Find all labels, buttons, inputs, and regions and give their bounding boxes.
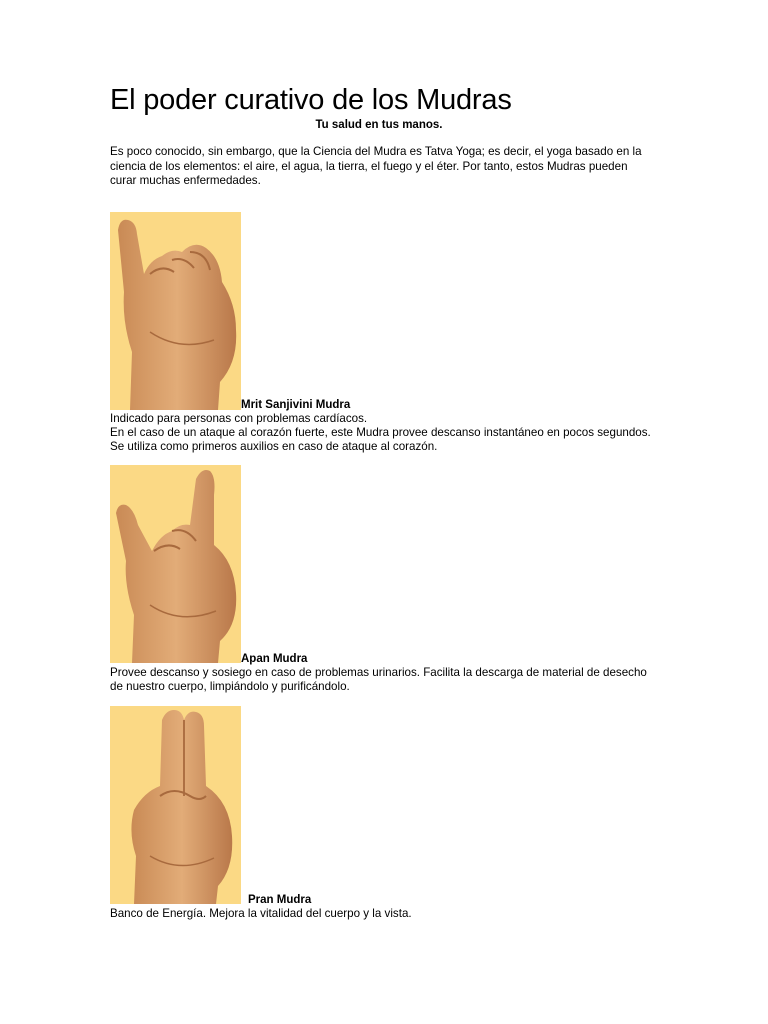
mudra-description-3	[110, 907, 655, 921]
mudra-image-1	[110, 212, 241, 410]
mudra-name-2: Apan Mudra	[241, 653, 308, 665]
mudra-1-description-line: En el caso de un ataque al corazón fuerte, este Mudra provee descanso instantáneo en pocos segundos. Se utiliza como primeros auxilios en caso de ataque al corazón.	[110, 426, 651, 453]
mudra-name-1: Mrit Sanjivini Mudra	[241, 399, 351, 411]
mudra-3-description-line: Banco de Energía. Mejora la vitalidad del cuerpo y la vista.	[110, 907, 412, 920]
hand-pran-icon	[110, 706, 241, 904]
mudra-name-3: Pran Mudra	[248, 894, 312, 906]
mudra-description-1	[110, 412, 655, 454]
hand-apan-icon	[110, 465, 241, 663]
page-title: El poder curativo de los Mudras	[110, 84, 512, 116]
mudra-description-2	[110, 666, 655, 694]
intro-paragraph: Es poco conocido, sin embargo, que la Ciencia del Mudra es Tatva Yoga; es decir, el yoga basado en la ciencia de los elementos: el aire, el agua, la tierra, el fuego y el éter. Por tanto, estos Mudras pueden curar muchas enfermedades.	[110, 145, 642, 187]
hand-mrit-sanjivini-icon	[110, 212, 241, 410]
page-subtitle	[0, 119, 768, 131]
mudra-1-description-line: Indicado para personas con problemas cardíacos.	[110, 412, 368, 425]
mudra-2-description-line: Provee descanso y sosiego en caso de problemas urinarios. Facilita la descarga de material de desecho de nuestro cuerpo, limpiándolo y purificándolo.	[110, 666, 647, 693]
mudra-image-3	[110, 706, 241, 904]
mudra-image-2	[110, 465, 241, 663]
subtitle-text: Tu salud en tus manos.	[315, 119, 443, 131]
